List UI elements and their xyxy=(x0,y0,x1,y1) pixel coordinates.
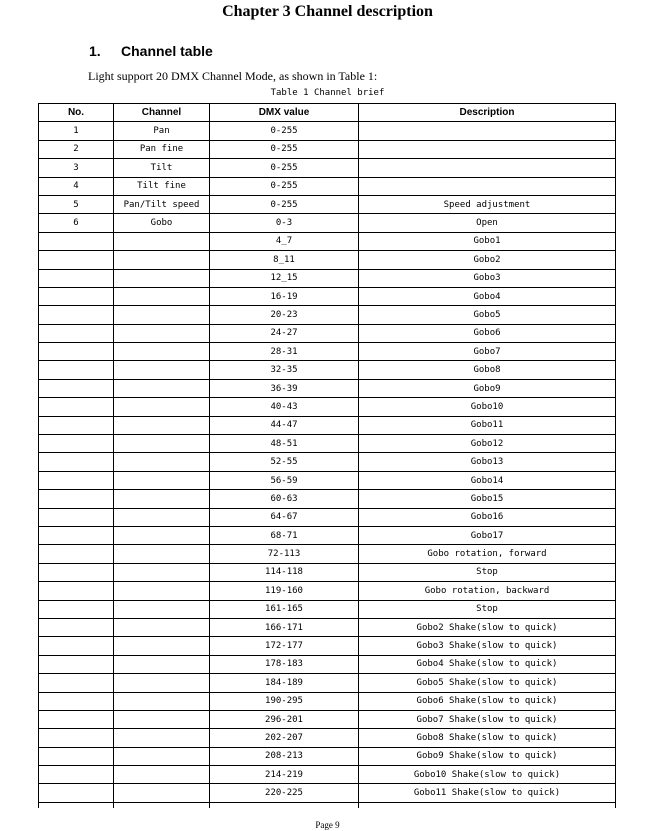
table-row xyxy=(39,729,616,747)
cell-dmx-value: 184-189 xyxy=(210,674,359,692)
cell-description: Gobo5 Shake(slow to quick) xyxy=(359,674,616,692)
cell-dmx-value: 220-225 xyxy=(210,784,359,802)
cell-no xyxy=(39,747,114,765)
cell-dmx-value: 178-183 xyxy=(210,655,359,673)
cell-channel xyxy=(114,600,210,618)
table-row xyxy=(39,287,616,305)
cell-description: Gobo8 xyxy=(359,361,616,379)
cell-dmx-value: 208-213 xyxy=(210,747,359,765)
cell-dmx-value: 0-255 xyxy=(210,159,359,177)
cell-channel: Tilt xyxy=(114,159,210,177)
stub-cell xyxy=(359,802,616,808)
table-body xyxy=(39,122,616,808)
cell-no xyxy=(39,324,114,342)
cell-no xyxy=(39,655,114,673)
cell-channel xyxy=(114,674,210,692)
cell-no xyxy=(39,526,114,544)
header-channel: Channel xyxy=(114,104,210,122)
cell-description: Gobo8 Shake(slow to quick) xyxy=(359,729,616,747)
cell-dmx-value: 0-255 xyxy=(210,122,359,140)
table-row xyxy=(39,710,616,728)
table-row xyxy=(39,159,616,177)
cell-description: Gobo17 xyxy=(359,526,616,544)
cell-channel xyxy=(114,563,210,581)
cell-no xyxy=(39,471,114,489)
cell-no xyxy=(39,692,114,710)
cell-dmx-value: 64-67 xyxy=(210,508,359,526)
cell-dmx-value: 0-255 xyxy=(210,140,359,158)
cell-dmx-value: 161-165 xyxy=(210,600,359,618)
table-row xyxy=(39,269,616,287)
cell-description: Gobo11 Shake(slow to quick) xyxy=(359,784,616,802)
cell-description: Gobo2 xyxy=(359,251,616,269)
cell-channel: Pan/Tilt speed xyxy=(114,195,210,213)
cell-channel xyxy=(114,526,210,544)
cell-no xyxy=(39,379,114,397)
cell-channel xyxy=(114,398,210,416)
cell-channel xyxy=(114,710,210,728)
cell-no xyxy=(39,563,114,581)
cell-no xyxy=(39,490,114,508)
cell-description: Gobo7 xyxy=(359,343,616,361)
cell-description: Gobo14 xyxy=(359,471,616,489)
cell-channel xyxy=(114,490,210,508)
table-row xyxy=(39,692,616,710)
cell-dmx-value: 24-27 xyxy=(210,324,359,342)
cell-channel xyxy=(114,766,210,784)
cell-description: Gobo5 xyxy=(359,306,616,324)
cell-channel xyxy=(114,747,210,765)
table-caption: Table 1 Channel brief xyxy=(270,88,385,98)
cell-channel xyxy=(114,618,210,636)
cell-no xyxy=(39,361,114,379)
table-row xyxy=(39,545,616,563)
table-continuation-stub xyxy=(39,802,616,808)
cell-no xyxy=(39,784,114,802)
table-row xyxy=(39,747,616,765)
cell-no xyxy=(39,582,114,600)
cell-no: 3 xyxy=(39,159,114,177)
cell-channel xyxy=(114,306,210,324)
cell-description xyxy=(359,140,616,158)
table-row xyxy=(39,766,616,784)
cell-dmx-value: 0-3 xyxy=(210,214,359,232)
table-row xyxy=(39,140,616,158)
cell-channel xyxy=(114,508,210,526)
cell-channel: Pan xyxy=(114,122,210,140)
cell-description: Gobo4 xyxy=(359,287,616,305)
header-description: Description xyxy=(359,104,616,122)
chapter-title: Chapter 3 Channel description xyxy=(222,3,433,20)
cell-dmx-value: 172-177 xyxy=(210,637,359,655)
cell-no xyxy=(39,766,114,784)
cell-channel xyxy=(114,471,210,489)
cell-dmx-value: 36-39 xyxy=(210,379,359,397)
cell-description xyxy=(359,159,616,177)
cell-description: Gobo12 xyxy=(359,435,616,453)
cell-no xyxy=(39,435,114,453)
table-row xyxy=(39,214,616,232)
cell-channel xyxy=(114,361,210,379)
cell-dmx-value: 190-295 xyxy=(210,692,359,710)
table-row xyxy=(39,122,616,140)
table-row xyxy=(39,177,616,195)
cell-description: Gobo4 Shake(slow to quick) xyxy=(359,655,616,673)
cell-channel xyxy=(114,692,210,710)
cell-description xyxy=(359,122,616,140)
table-row xyxy=(39,324,616,342)
cell-description: Gobo6 Shake(slow to quick) xyxy=(359,692,616,710)
table-row xyxy=(39,251,616,269)
table-row xyxy=(39,453,616,471)
table-header-row xyxy=(39,104,616,122)
table-row xyxy=(39,526,616,544)
table-row xyxy=(39,784,616,802)
cell-no: 6 xyxy=(39,214,114,232)
table-row xyxy=(39,435,616,453)
table-row xyxy=(39,361,616,379)
cell-no xyxy=(39,600,114,618)
cell-channel xyxy=(114,251,210,269)
cell-dmx-value: 114-118 xyxy=(210,563,359,581)
cell-no xyxy=(39,343,114,361)
stub-cell xyxy=(210,802,359,808)
cell-description: Speed adjustment xyxy=(359,195,616,213)
section-heading xyxy=(89,43,213,59)
cell-channel xyxy=(114,324,210,342)
cell-dmx-value: 56-59 xyxy=(210,471,359,489)
cell-channel: Gobo xyxy=(114,214,210,232)
cell-dmx-value: 68-71 xyxy=(210,526,359,544)
cell-no xyxy=(39,508,114,526)
cell-channel xyxy=(114,287,210,305)
cell-description: Gobo3 Shake(slow to quick) xyxy=(359,637,616,655)
cell-description: Stop xyxy=(359,563,616,581)
cell-no xyxy=(39,398,114,416)
cell-no xyxy=(39,306,114,324)
table-row xyxy=(39,343,616,361)
cell-dmx-value: 40-43 xyxy=(210,398,359,416)
cell-no xyxy=(39,710,114,728)
cell-description: Gobo9 xyxy=(359,379,616,397)
cell-no xyxy=(39,545,114,563)
cell-channel xyxy=(114,453,210,471)
cell-channel xyxy=(114,269,210,287)
cell-description: Gobo10 xyxy=(359,398,616,416)
cell-dmx-value: 0-255 xyxy=(210,177,359,195)
cell-dmx-value: 166-171 xyxy=(210,618,359,636)
cell-dmx-value: 12_15 xyxy=(210,269,359,287)
cell-description: Gobo16 xyxy=(359,508,616,526)
cell-description: Stop xyxy=(359,600,616,618)
cell-channel xyxy=(114,582,210,600)
cell-dmx-value: 119-160 xyxy=(210,582,359,600)
cell-channel xyxy=(114,379,210,397)
table-row xyxy=(39,232,616,250)
cell-no xyxy=(39,453,114,471)
table-row xyxy=(39,195,616,213)
cell-dmx-value: 8_11 xyxy=(210,251,359,269)
cell-description: Gobo6 xyxy=(359,324,616,342)
header-dmx-value: DMX value xyxy=(210,104,359,122)
cell-description: Gobo7 Shake(slow to quick) xyxy=(359,710,616,728)
cell-description: Gobo2 Shake(slow to quick) xyxy=(359,618,616,636)
cell-description: Gobo9 Shake(slow to quick) xyxy=(359,747,616,765)
cell-no xyxy=(39,674,114,692)
table-row xyxy=(39,471,616,489)
table-row xyxy=(39,563,616,581)
cell-description: Gobo13 xyxy=(359,453,616,471)
cell-description: Open xyxy=(359,214,616,232)
page-number: Page 9 xyxy=(315,820,340,830)
cell-no: 5 xyxy=(39,195,114,213)
table-row xyxy=(39,637,616,655)
table-row xyxy=(39,306,616,324)
cell-dmx-value: 60-63 xyxy=(210,490,359,508)
cell-no xyxy=(39,637,114,655)
table-row xyxy=(39,398,616,416)
cell-no: 2 xyxy=(39,140,114,158)
table-row xyxy=(39,508,616,526)
cell-no xyxy=(39,287,114,305)
section-title: Channel table xyxy=(121,43,213,59)
stub-cell xyxy=(114,802,210,808)
header-no: No. xyxy=(39,104,114,122)
stub-cell xyxy=(39,802,114,808)
cell-dmx-value: 4_7 xyxy=(210,232,359,250)
cell-dmx-value: 214-219 xyxy=(210,766,359,784)
cell-dmx-value: 44-47 xyxy=(210,416,359,434)
cell-no xyxy=(39,232,114,250)
cell-no xyxy=(39,269,114,287)
cell-channel xyxy=(114,416,210,434)
cell-channel xyxy=(114,435,210,453)
table-row xyxy=(39,582,616,600)
section-number: 1. xyxy=(89,43,101,59)
cell-description xyxy=(359,177,616,195)
channel-table xyxy=(38,103,616,808)
table-row xyxy=(39,618,616,636)
cell-dmx-value: 48-51 xyxy=(210,435,359,453)
cell-dmx-value: 20-23 xyxy=(210,306,359,324)
cell-channel xyxy=(114,545,210,563)
cell-no xyxy=(39,416,114,434)
cell-dmx-value: 0-255 xyxy=(210,195,359,213)
cell-dmx-value: 296-201 xyxy=(210,710,359,728)
cell-no xyxy=(39,618,114,636)
cell-no xyxy=(39,251,114,269)
cell-description: Gobo11 xyxy=(359,416,616,434)
cell-dmx-value: 72-113 xyxy=(210,545,359,563)
cell-dmx-value: 32-35 xyxy=(210,361,359,379)
cell-no: 4 xyxy=(39,177,114,195)
cell-description: Gobo15 xyxy=(359,490,616,508)
cell-channel xyxy=(114,637,210,655)
cell-dmx-value: 16-19 xyxy=(210,287,359,305)
table-row xyxy=(39,655,616,673)
cell-dmx-value: 202-207 xyxy=(210,729,359,747)
cell-description: Gobo10 Shake(slow to quick) xyxy=(359,766,616,784)
cell-channel xyxy=(114,343,210,361)
table-row xyxy=(39,674,616,692)
table-row xyxy=(39,379,616,397)
table-row xyxy=(39,600,616,618)
table-row xyxy=(39,416,616,434)
table-row xyxy=(39,490,616,508)
cell-dmx-value: 28-31 xyxy=(210,343,359,361)
cell-no xyxy=(39,729,114,747)
cell-channel xyxy=(114,784,210,802)
cell-description: Gobo3 xyxy=(359,269,616,287)
intro-text: Light support 20 DMX Channel Mode, as shown in Table 1: xyxy=(88,69,378,83)
cell-dmx-value: 52-55 xyxy=(210,453,359,471)
cell-description: Gobo1 xyxy=(359,232,616,250)
cell-channel xyxy=(114,655,210,673)
cell-channel xyxy=(114,729,210,747)
cell-description: Gobo rotation, forward xyxy=(359,545,616,563)
cell-description: Gobo rotation, backward xyxy=(359,582,616,600)
cell-channel xyxy=(114,232,210,250)
cell-channel: Pan fine xyxy=(114,140,210,158)
cell-channel: Tilt fine xyxy=(114,177,210,195)
cell-no: 1 xyxy=(39,122,114,140)
